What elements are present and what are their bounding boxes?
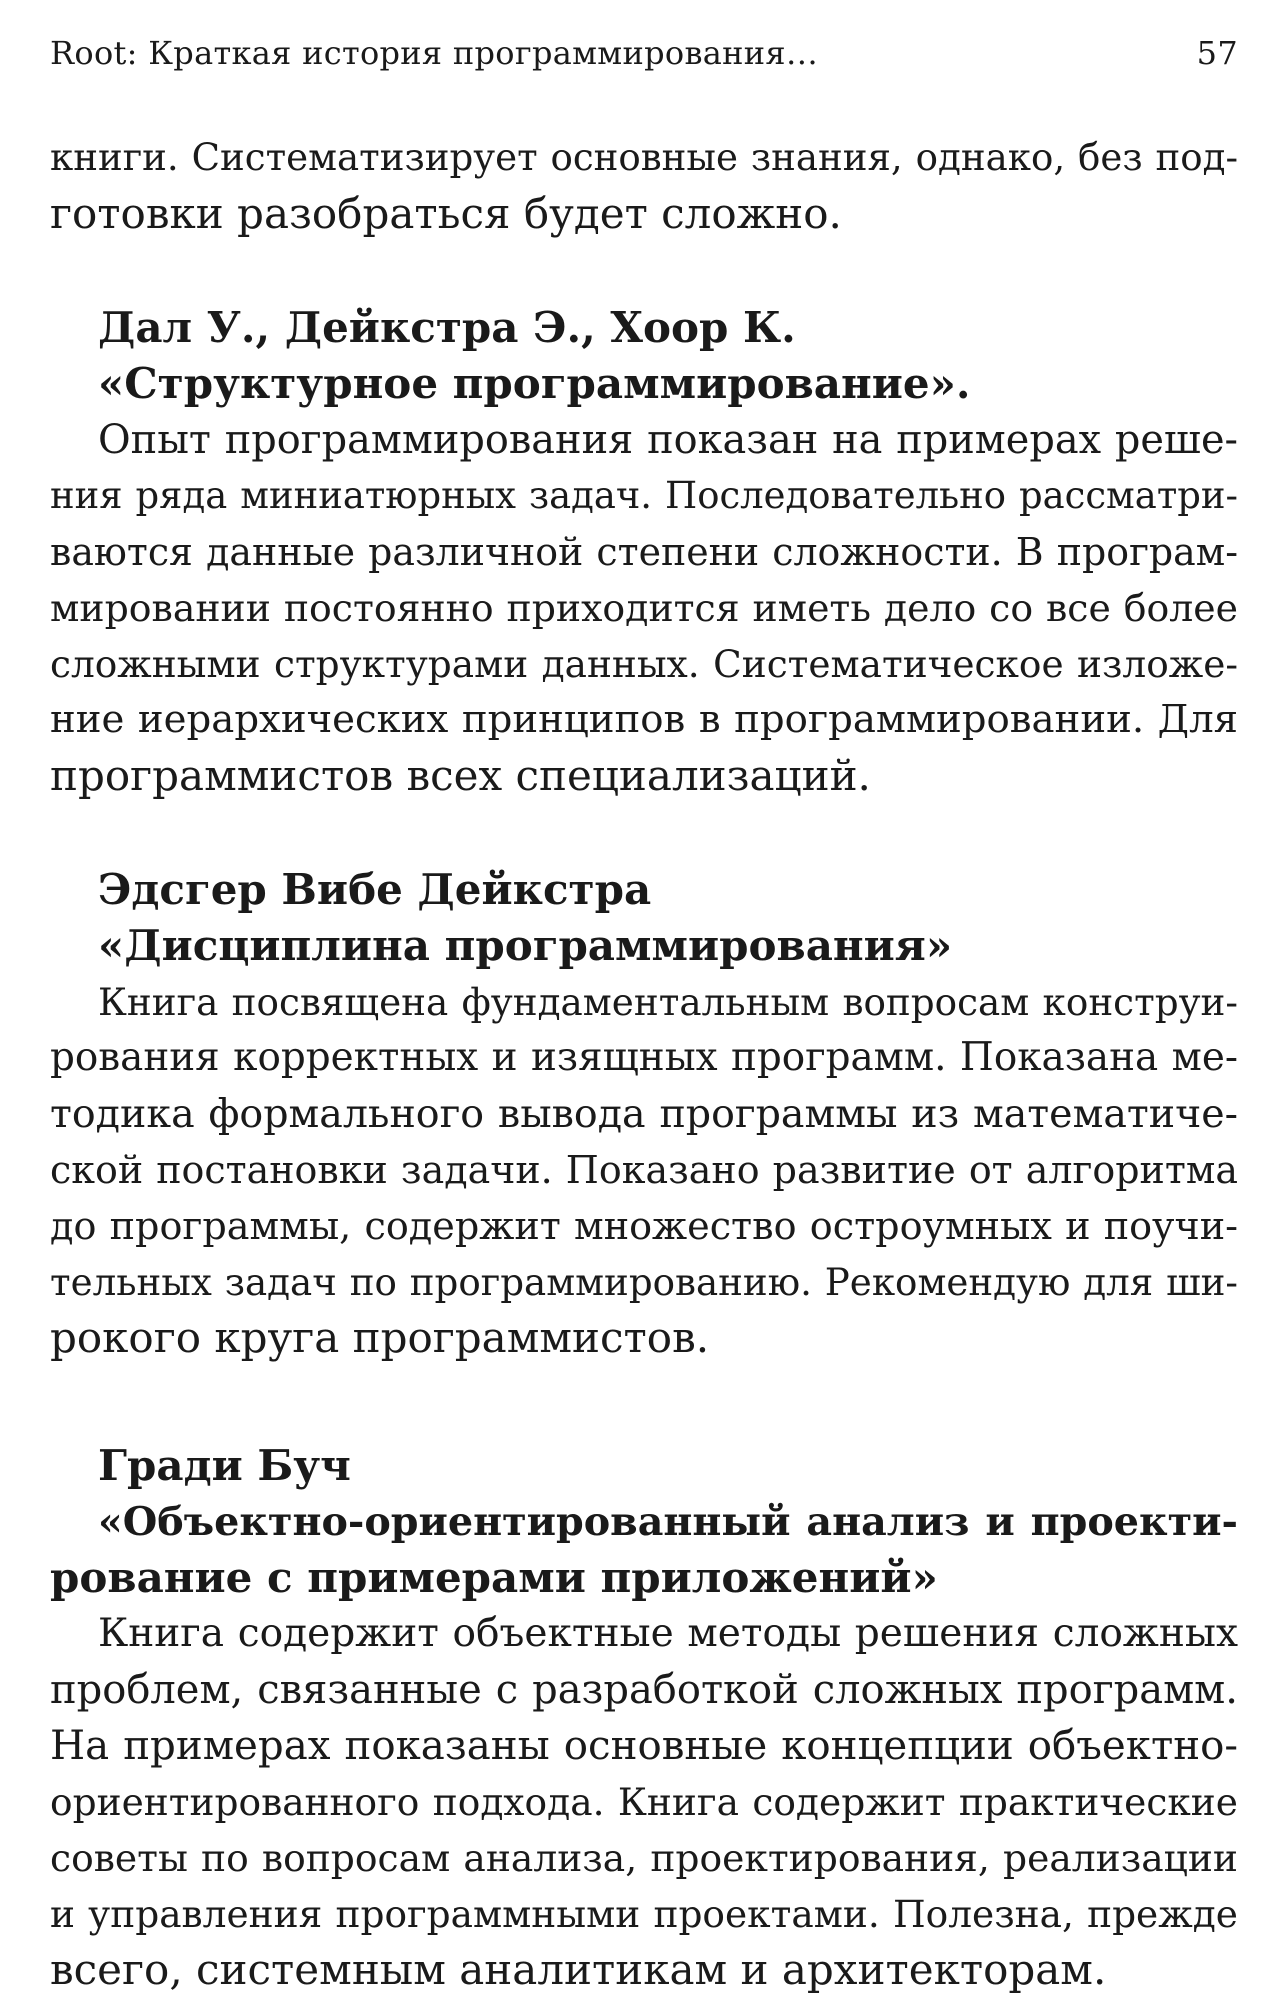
description-line: программистов всех специализаций. xyxy=(50,751,871,800)
description-line: тодика формального вывода программы из математиче- xyxy=(50,1091,1238,1137)
description-line: ние иерархических принципов в программировании. Для xyxy=(50,697,1238,742)
description-line: советы по вопросам анализа, проектирования, реализации xyxy=(50,1836,1238,1880)
book-description xyxy=(50,1606,1238,1998)
description-line: тельных задач по программированию. Рекомендую для ши- xyxy=(50,1260,1238,1304)
book-description xyxy=(50,412,1238,804)
description-line: Книга посвящена фундаментальным вопросам конструи- xyxy=(98,980,1238,1024)
book-title: рование с примерами приложений» xyxy=(50,1553,938,1602)
book-description xyxy=(50,974,1238,1366)
description-line: и управления программными проектами. Полезна, прежде xyxy=(50,1892,1238,1936)
description-line: рования корректных и изящных программ. Показана ме- xyxy=(50,1035,1238,1080)
book-heading xyxy=(50,300,1238,412)
book-title: «Дисциплина программирования» xyxy=(98,921,953,970)
page-number: 57 xyxy=(1196,34,1238,72)
book-title: «Структурное программирование». xyxy=(98,359,971,408)
description-line: рокого круга программистов. xyxy=(50,1313,710,1362)
description-line: На примерах показаны основные концепции объектно- xyxy=(50,1722,1238,1769)
description-line: ния ряда миниатюрных задач. Последовательно рассматри- xyxy=(50,474,1238,517)
description-line: до программы, содержит множество остроумных и поучи- xyxy=(50,1204,1238,1248)
book-author: Дал У., Дейкстра Э., Хоор К. xyxy=(98,303,796,352)
description-line: ской постановки задачи. Показано развитие от алгоритма xyxy=(50,1148,1238,1192)
description-line: Книга содержит объектные методы решения сложных xyxy=(98,1611,1238,1656)
description-line: мировании постоянно приходится иметь дело со все более xyxy=(50,586,1238,630)
intro-paragraph xyxy=(50,130,1238,242)
description-line: ориентированного подхода. Книга содержит практические xyxy=(50,1780,1238,1824)
paragraph-line: книги. Систематизирует основные знания, однако, без под- xyxy=(50,136,1238,179)
book-entry xyxy=(50,862,1238,1366)
description-line: Опыт программирования показан на примерах реше- xyxy=(98,417,1238,463)
description-line: сложными структурами данных. Систематическое изложе- xyxy=(50,642,1238,686)
running-head xyxy=(50,34,1238,82)
book-heading xyxy=(50,862,1238,974)
book-author: Гради Буч xyxy=(98,1441,351,1490)
description-line: ваются данные различной степени сложности. В програм- xyxy=(50,530,1238,574)
book-entry xyxy=(50,300,1238,804)
book-author: Эдсгер Вибе Дейкстра xyxy=(98,865,652,914)
description-line: всего, системным аналитикам и архитекторам. xyxy=(50,1945,1107,1994)
paragraph-line: готовки разобраться будет сложно. xyxy=(50,189,842,238)
running-title: Root: Краткая история программирования… xyxy=(50,34,819,72)
book-entry xyxy=(50,1438,1238,1998)
description-line: проблем, связанные с разработкой сложных программ. xyxy=(50,1667,1238,1713)
book-heading xyxy=(50,1438,1238,1606)
book-title: «Объектно-ориентированный анализ и проекти- xyxy=(98,1499,1238,1545)
